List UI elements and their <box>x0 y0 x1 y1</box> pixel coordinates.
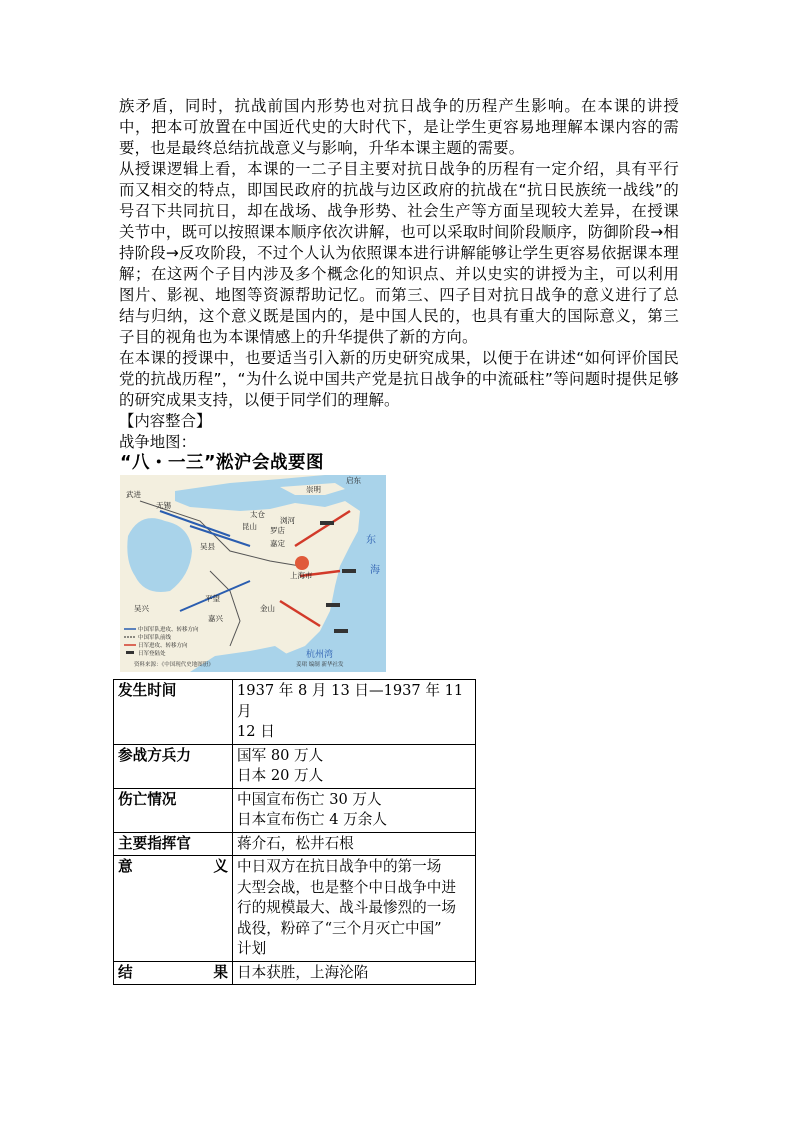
paragraph-2: 从授课逻辑上看，本课的一二子目主要对抗日战争的历程有一定介绍，具有平行而又相交的特点，即国民政府的抗战与边区政府的抗战在“抗日民族统一战线”的号召下共同抗日，却在战场、战争形势、社会生产等方面呈现较大差异，在授课关节中，既可以按照课本顺序依次讲解，也可以采取时间阶段顺序，防御阶段→相持阶段→反攻阶段，不过个人认为依照课本进行讲解能够让学生更容易依据课本理解；在这两个子目内涉及多个概念化的知识点、并以史实的讲授为主，可以利用图片、影视、地图等资源帮助记忆。而第三、四子目对抗日战争的意义进行了总结与归纳，这个意义既是国内的，是中国人民的，也具有重大的国际意义，第三子目的视角也为本课情感上的升华提供了新的方向。 <box>119 160 679 346</box>
document-body <box>119 96 679 453</box>
map-place: 浏河 <box>280 516 295 525</box>
map-place: 吴县 <box>200 542 215 551</box>
map-place: 太仓 <box>250 510 265 519</box>
map-figure <box>120 451 386 672</box>
table-key <box>118 963 228 984</box>
map-place: 崇明 <box>306 485 321 494</box>
paragraph-3: 在本课的授课中，也要适当引入新的历史研究成果，以便于在讲述“如何评价国民党的抗战历程”，“为什么说中国共产党是抗日战争的中流砥柱”等问题时提供足够的研究成果支持，以便于同学们的理解。 <box>119 349 679 409</box>
table-key: 伤亡情况 <box>114 788 233 832</box>
table-value-line: 日本宣布伤亡 4 万余人 <box>237 811 387 828</box>
table-row <box>114 788 476 832</box>
map-place: 启东 <box>346 476 361 485</box>
shanghai-marker <box>295 556 309 570</box>
map-place: 嘉定 <box>270 539 285 548</box>
paragraph-1: 族矛盾，同时，抗战前国内形势也对抗日战争的历程产生影响。在本课的讲授中，把本可放置在中国近代史的大时代下，是让学生更容易地理解本课内容的需要，也是最终总结抗战意义与影响，升华本课主题的需要。 <box>119 97 679 157</box>
map-place: 罗店 <box>270 526 285 535</box>
map-credit: 姜珺 编制 新华社发 <box>296 662 344 668</box>
sea-label-east: 东 <box>366 535 376 546</box>
map-place: 无锡 <box>156 501 171 510</box>
map-place: 平望 <box>205 594 220 603</box>
map-source: 资料来源：《中国现代史地图册》 <box>134 662 214 668</box>
legend-item: 日军登陆处 <box>138 651 166 657</box>
map-place: 嘉兴 <box>208 614 223 623</box>
table-row <box>114 961 476 985</box>
section-heading: 【内容整合】 <box>119 412 212 430</box>
table-row <box>114 744 476 788</box>
table-value-line: 行的规模最大、战斗最惨烈的一场 <box>237 899 456 916</box>
map-place: 昆山 <box>242 522 257 531</box>
table-value-line: 12 日 <box>237 723 275 740</box>
bay-label: 杭州湾 <box>306 650 334 660</box>
table-value-line: 中日双方在抗日战争中的第一场 <box>237 858 442 875</box>
table-row <box>114 856 476 962</box>
table-value-line: 大型会战，也是整个中日战争中进 <box>237 878 456 896</box>
table-value-line: 战役，粉碎了“三个月灭亡中国” <box>237 919 442 937</box>
map-label: 战争地图： <box>119 433 196 451</box>
table-key-char: 义 <box>213 858 228 875</box>
table-value-line: 计划 <box>237 940 267 957</box>
map-place: 吴兴 <box>134 604 149 613</box>
sea-label-sea: 海 <box>370 565 380 576</box>
map-place: 金山 <box>260 604 275 613</box>
table-row <box>114 680 476 745</box>
table-value-line: 中国宣布伤亡 30 万人 <box>237 790 382 808</box>
legend-item: 中国军队进攻、转移方向 <box>138 627 199 633</box>
table-key: 发生时间 <box>114 680 233 745</box>
battle-map <box>120 451 386 672</box>
table-row <box>114 832 476 856</box>
map-place: 上海市 <box>290 571 313 580</box>
legend-item: 日军进攻、转移方向 <box>138 643 188 649</box>
map-place: 武进 <box>126 490 141 499</box>
table-value-line: 1937 年 8 月 13 日—1937 年 11 月 <box>237 682 464 720</box>
table-key: 主要指挥官 <box>114 832 233 856</box>
table-key: 参战方兵力 <box>114 744 233 788</box>
battle-info-table <box>113 679 476 985</box>
table-key <box>118 857 228 878</box>
table-key-char: 果 <box>213 963 228 981</box>
map-title: “八・一三”淞沪会战要图 <box>120 451 386 475</box>
table-key-char: 意 <box>118 858 133 875</box>
table-value-line: 国军 80 万人 <box>237 746 324 764</box>
legend-item: 中国军队前线 <box>138 635 172 641</box>
table-value-line: 蒋介石，松井石根 <box>237 834 354 852</box>
table-key-char: 结 <box>118 963 133 981</box>
table-value-line: 日本获胜，上海沦陷 <box>237 963 369 981</box>
table-value-line: 日本 20 万人 <box>237 767 324 784</box>
